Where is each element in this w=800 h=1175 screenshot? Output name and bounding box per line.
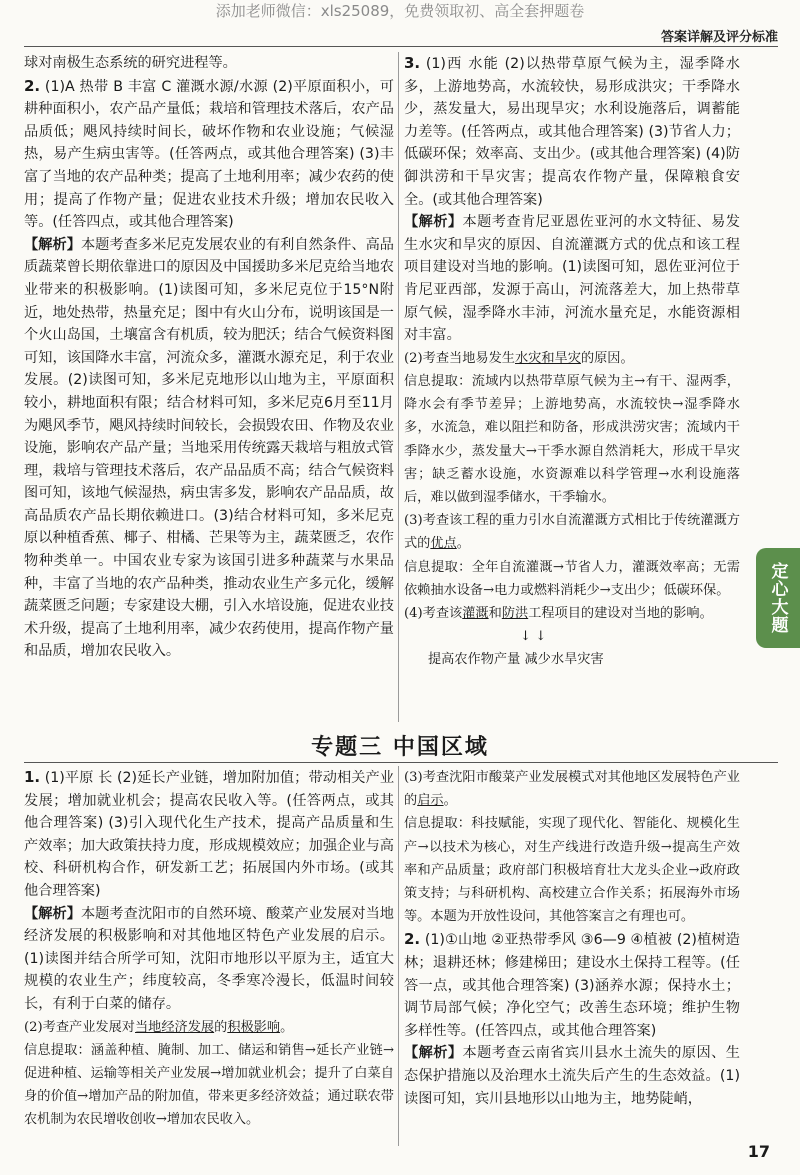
note-text: (3)考查沈阳市酸菜产业发展模式对其他地区发展特色产业的 — [404, 770, 740, 809]
question-2-answer — [24, 75, 394, 234]
analysis-tag: 【解析】 — [24, 236, 81, 253]
note-underline: 启示 — [417, 793, 444, 809]
note-text: (3)考查该工程的重力引水自流灌溉方式相比于传统灌溉方式的 — [404, 513, 740, 552]
note-text: 的 — [214, 1019, 228, 1035]
question-2-analysis — [404, 1042, 740, 1110]
question-3-analysis — [404, 211, 740, 347]
side-tab-label: 定心大题 — [767, 562, 788, 634]
note-underline: 当地经济发展 — [135, 1019, 215, 1035]
answer-text: (1)平原 长 (2)延长产业链，增加附加值；带动相关产业发展；增加就业机会；提高农民收入等。(任答两点，或其他合理答案) (3)引入现代化生产技术，提高产品质量和生产效率；加大政策扶持力度，形成规模效应；加强企业与高校、科研机构合作，研发新工艺；拓展国内外市场。(或其他合理答案) — [24, 770, 394, 899]
question-3-answer — [404, 52, 740, 211]
analysis-tag: 【解析】 — [404, 214, 463, 231]
handwritten-note — [404, 347, 740, 370]
header-divider — [24, 46, 778, 47]
analysis-text: 本题考查云南省宾川县水土流失的原因、生态保护措施以及治理水土流失后产生的生态效益。(1)读图可知，宾川县地形以山地为主，地势陡峭， — [404, 1045, 740, 1107]
lower-left-column — [24, 766, 394, 1146]
handwritten-note: 信息提取：流域内以热带草原气候为主→有干、湿两季，降水会有季节差异；上游地势高，水流较快→湿季降水多，水流急，难以阻拦和防备，形成洪涝灾害；流域内干季降水少，蒸发量大→干季水源自然消耗大，形成干旱灾害；缺乏蓄水设施，水资源难以科学管理→水利设施落后，难以做到湿季储水，干季输水。 — [404, 373, 740, 505]
note-underline: 灌溉 — [462, 605, 489, 621]
question-1-answer — [24, 766, 394, 903]
note-underline: 积极影响 — [227, 1019, 281, 1035]
note-text: (4)考查该 — [404, 605, 463, 621]
continued-text: 球对南极生态系统的研究进程等。 — [24, 55, 237, 71]
section-title: 专题三 中国区域 — [311, 735, 489, 760]
answer-text: (1)A 热带 B 丰富 C 灌溉水源/水源 (2)平原面积小，可耕种面积小，农产品产量低；栽培和管理技术落后，农产品品质低；飓风持续时间长，破坏作物和农业设施；气候湿热，易产生病虫害等。(任答两点，或其他合理答案) (3)丰富了当地的农产品种类；提高了土地利用率；减少农药的使用；提高了作物产量；促进农业技术升级；增加农民收入等。(任答四点，或其他合理答案) — [24, 78, 394, 231]
question-2-answer — [404, 928, 740, 1042]
handwritten-note: 提高农作物产量 减少水旱灾害 — [428, 652, 604, 668]
page-number: 17 — [747, 1142, 770, 1161]
header-title: 答案详解及评分标准 — [660, 30, 778, 45]
analysis-text: 本题考查肯尼亚恩佐亚河的水文特征、易发生水灾和旱灾的原因、自流灌溉方式的优点和该工程项目建设对当地的影响。(1)读图可知，恩佐亚河位于肯尼亚西部，发源于高山，河流落差大，加上热带草原气候，湿季降水丰沛，河流水量充足，水能资源相对丰富。 — [404, 214, 740, 344]
handwritten-note: 信息提取：涵盖种植、腌制、加工、储运和销售→延长产业链→促进种植、运输等相关产业发展→增加就业机会；提升了白菜自身的价值→增加产品的附加值，带来更多经济效益；通过联农带农机制为农民增收创收→增加农民收入。 — [24, 1042, 394, 1128]
question-number: 2. — [24, 76, 41, 95]
question-2-analysis — [24, 234, 394, 663]
upper-right-column — [404, 52, 740, 692]
handwritten-note: 信息提取：科技赋能，实现了现代化、智能化、规模化生产→以技术为核心，对生产线进行改造升级→提高生产效率和产品质量；政府部门积极培育壮大龙头企业→政府政策支持；与科研机构、高校建立合作关系；拓展海外市场等。本题为开放性设问，其他答案言之有理也可。 — [404, 816, 740, 925]
note-text: 。 — [456, 536, 470, 552]
column-divider — [398, 766, 399, 1146]
analysis-tag: 【解析】 — [404, 1045, 463, 1062]
lower-right-column — [404, 766, 740, 1146]
note-text: (2)考查产业发展对 — [24, 1019, 135, 1035]
question-1-analysis — [24, 903, 394, 1016]
section-divider — [24, 762, 778, 763]
note-text: 。 — [443, 793, 457, 809]
column-divider — [398, 52, 399, 722]
answer-text: (1)①山地 ②亚热带季风 ③6—9 ④植被 (2)植树造林；退耕还林；修建梯田；建设水土保持工程等。(任答一点，或其他合理答案) (3)涵养水源；保持水土；调节局部气候；净化空气；改善生态环境；维护生物多样性等。(任答四点，或其他合理答案) — [404, 932, 740, 1039]
note-text: 工程项目的建设对当地的影响。 — [528, 605, 713, 621]
note-text: 的原因。 — [580, 350, 634, 366]
note-text: 。 — [280, 1019, 294, 1035]
question-number: 1. — [24, 768, 41, 786]
question-number: 3. — [404, 54, 421, 72]
note-underline: 防洪 — [501, 605, 529, 621]
note-text: 和 — [488, 605, 502, 621]
handwritten-note: 信息提取：全年自流灌溉→节省人力，灌溉效率高；无需依赖抽水设备→电力或燃料消耗少→支出少；低碳环保。 — [404, 559, 740, 598]
watermark: 添加老师微信：xls25089，免费领取初、高全套押题卷 — [215, 2, 585, 20]
answer-text: (1)西 水能 (2)以热带草原气候为主，湿季降水多，上游地势高，水流较快，易形成洪灾；干季降水少，蒸发量大，易出现旱灾；水利设施落后，调蓄能力差等。(任答两点，或其他合理答案) (3)节省人力；低碳环保；效率高、支出少。(或其他合理答案) (4)防御洪涝和干旱灾害；提高农作物产量，保障粮食安全。(或其他合理答案) — [404, 56, 740, 208]
handwritten-note — [404, 509, 740, 555]
handwritten-note — [404, 602, 740, 625]
handwritten-note — [404, 766, 740, 812]
side-tab — [756, 548, 800, 648]
analysis-text: 本题考查沈阳市的自然环境、酸菜产业发展对当地经济发展的积极影响和对其他地区特色产业发展的启示。(1)读图并结合所学可知，沈阳市地形以平原为主，适宜大规模的农业生产；纬度较高，冬季寒冷漫长，低温时间较长，有利于白菜的储存。 — [24, 905, 394, 1012]
question-number: 2. — [404, 930, 421, 949]
down-arrows: ↓ ↓ — [520, 629, 547, 645]
upper-left-column — [24, 52, 394, 722]
note-underline: 优点 — [430, 536, 457, 552]
handwritten-note — [24, 1016, 394, 1039]
analysis-tag: 【解析】 — [24, 905, 81, 922]
analysis-text: 本题考查多米尼克发展农业的有利自然条件、高品质蔬菜曾长期依靠进口的原因及中国援助多米尼克给当地农业带来的积极影响。(1)读图可知，多米尼克位于15°N附近，地处热带，热量充足；图中有火山分布，说明该国是一个火山岛国，土壤富含有机质，较为肥沃；结合气候资料图可知，该国降水丰富，河流众多，灌溉水源充足，利于农业发展。(2)读图可知，多米尼克地形以山地为主，平原面积较小，耕地面积有限；结合材料可知，多米尼克6月至11月为飓风季节，飓风持续时间较长，会损毁农田、作物及农业设施，影响农产品产量；当地采用传统露天栽培与粗放式管理，栽培与管理技术落后，农产品品质不高；结合气候资料图可知，该地气候湿热，病虫害多发，影响农产品品质，故高品质农产品长期依赖进口。(3)结合材料可知，多米尼克原以种植香蕉、椰子、柑橘、芒果等为主，蔬菜匮乏，农作物种类单一。中国农业专家为该国引进多种蔬菜与水果品种，丰富了当地的农产品种类，推动农业生产多元化，缓解蔬菜匮乏问题；专家建设大棚，引入水培设施，促进农业技术升级，提高了土地利用率，减少农药使用，提高作物产量和品质，增加农民收入。 — [24, 236, 394, 660]
note-text: (2)考查当地易发生 — [404, 350, 515, 366]
note-underline: 水灾和旱灾 — [515, 350, 581, 366]
